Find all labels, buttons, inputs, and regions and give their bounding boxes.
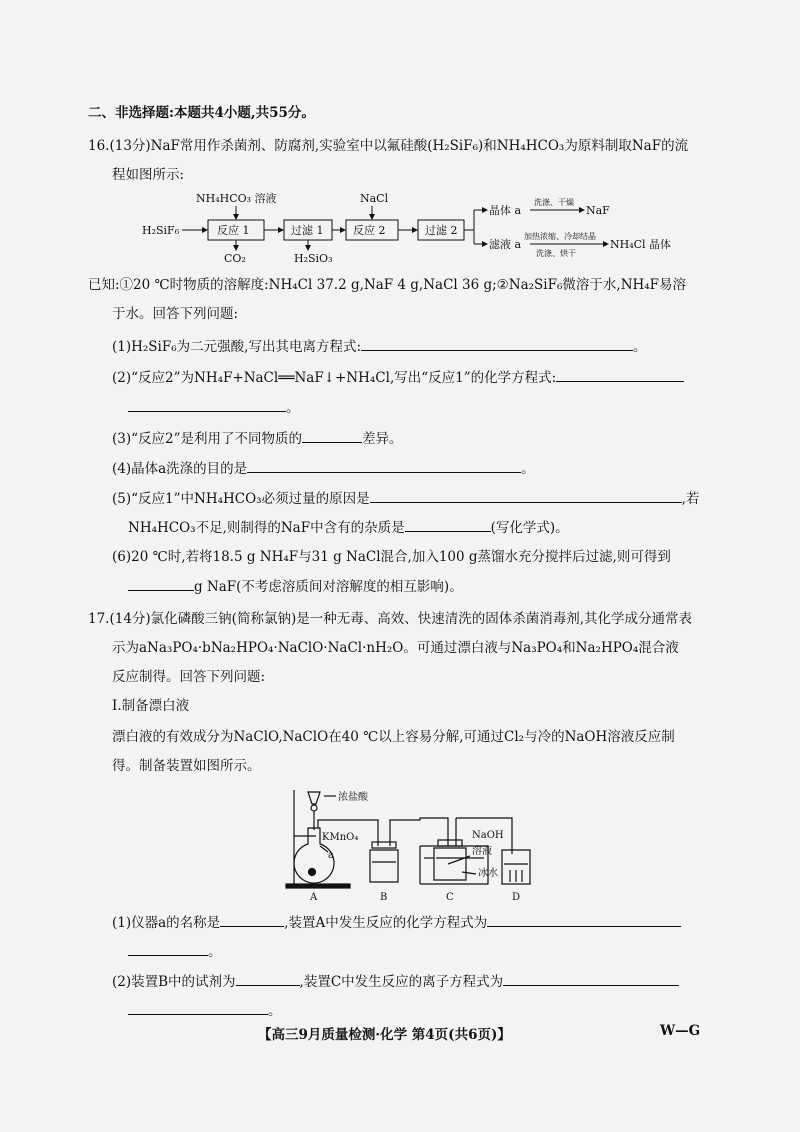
q17-intro-line1: 17.(14分)氯化磷酸三钠(简称氯钠)是一种无毒、高效、快速清洗的固体杀菌消毒剂,其化学成分通常表: [88, 611, 693, 627]
flow-reagent1: NH₄HCO₃ 溶液: [196, 192, 277, 205]
flow-crystal-product: NaF: [586, 204, 610, 217]
flow-out2: H₂SiO₃: [294, 252, 333, 265]
flow-crystal: 晶体 a: [489, 204, 522, 217]
q16-flow-chart: [140, 188, 700, 268]
flow-out1: CO₂: [224, 252, 246, 265]
q16-p5-answer-blank[interactable]: [370, 488, 682, 503]
q16-p5-text-end: (写化学式)。: [490, 520, 569, 536]
flow-filtrate-product: NH₄Cl 晶体: [610, 238, 672, 251]
q16-part5: [112, 488, 699, 509]
q16-p5-text2: NH₄HCO₃不足,则制得的NaF中含有的杂质是: [128, 520, 405, 536]
q17-p1-text-mid: ,装置A中发生反应的化学方程式为: [284, 915, 488, 931]
q17-p1-end: 。: [208, 944, 222, 960]
q16-p2-answer-blank[interactable]: [556, 367, 684, 382]
q17-part1-cont: [128, 941, 222, 962]
q17-p1-text: (1)仪器a的名称是: [112, 915, 221, 931]
flow-filtrate-step1: 加热浓缩、冷却结晶: [524, 232, 596, 241]
flow-box2-label: 过滤 1: [291, 224, 324, 237]
footer-page-info: 【高三9月质量检测·化学 第4页(共6页)】: [258, 1027, 511, 1043]
flow-crystal-step: 洗涤、干燥: [534, 198, 574, 207]
q17-part2: [112, 971, 679, 992]
q16-p3-answer-blank[interactable]: [302, 428, 362, 443]
q16-part4: [112, 458, 535, 479]
flow-start: H₂SiF₆: [142, 224, 180, 237]
flow-filtrate-step2: 洗涤、烘干: [536, 249, 576, 258]
q16-p4-text: (4)晶体a洗涤的目的是: [112, 461, 248, 477]
q16-intro-line2: 程如图所示:: [112, 167, 185, 183]
flow-box3-label: 反应 2: [353, 224, 386, 237]
label-naoh: NaOH: [472, 830, 504, 841]
q16-p4-end: 。: [521, 461, 535, 477]
q16-p2-text: (2)“反应2”为NH₄F+NaCl══NaF↓+NH₄Cl,写出“反应1”的化学方程式:: [112, 370, 557, 386]
q16-part6: (6)20 ℃时,若将18.5 g NH₄F与31 g NaCl混合,加入100 g蒸馏水充分搅拌后过滤,则可得到: [112, 549, 671, 565]
label-acid: 浓盐酸: [338, 792, 368, 803]
q17-text-line2: 得。制备装置如图所示。: [112, 758, 261, 774]
q16-part2-cont: [128, 397, 300, 418]
flow-reagent2: NaCl: [360, 192, 389, 205]
q17-p1-answer-blank2[interactable]: [487, 912, 681, 927]
q17-p2-answer-blank2[interactable]: [503, 971, 679, 986]
q17-intro-line3: 反应制得。回答下列问题:: [112, 669, 266, 685]
q17-apparatus-diagram: [280, 784, 550, 906]
q16-known-line2: 于水。回答下列问题:: [112, 306, 239, 322]
q16-p3-text: (3)“反应2”是利用了不同物质的: [112, 431, 303, 447]
q16-p5-answer-blank2[interactable]: [405, 517, 491, 532]
label-ice-water: 冰水: [478, 868, 498, 879]
q16-part6-cont: [128, 576, 463, 597]
q16-p1-text: (1)H₂SiF₆为二元强酸,写出其电离方程式:: [112, 339, 361, 355]
q16-part1: [112, 336, 647, 357]
q17-part1: [112, 912, 681, 933]
q16-p6-text-end: g NaF(不考虑溶质间对溶解度的相互影响)。: [194, 579, 463, 595]
label-a: a: [328, 850, 334, 861]
q16-known-line1: 已知:①20 ℃时物质的溶解度:NH₄Cl 37.2 g,NaF 4 g,NaCl 36 g;②Na₂SiF₆微溶于水,NH₄F易溶: [88, 277, 687, 293]
q17-part1-heading: Ⅰ.制备漂白液: [112, 698, 190, 714]
q16-intro-line1: 16.(13分)NaF常用作杀菌剂、防腐剂,实验室中以氟硅酸(H₂SiF₆)和NH₄HCO₃为原料制取NaF的流: [88, 138, 689, 154]
q16-part5-cont: [128, 517, 569, 538]
section-title: 二、非选择题:本题共4小题,共55分。: [88, 105, 315, 121]
label-kmno4: KMnO₄: [322, 832, 359, 843]
q16-p1-end: 。: [633, 339, 647, 355]
q17-p2-text: (2)装置B中的试剂为: [112, 974, 236, 990]
q16-p1-answer-blank[interactable]: [361, 336, 633, 351]
q17-p1-answer-blank[interactable]: [220, 912, 284, 927]
q16-p3-text-end: 差异。: [362, 431, 403, 447]
label-A: A: [310, 892, 318, 903]
flow-box4-label: 过滤 2: [425, 224, 458, 237]
label-solution: 溶液: [472, 846, 492, 857]
q17-part2-cont: [128, 1000, 282, 1021]
label-D: D: [512, 892, 521, 903]
q16-part2: [112, 367, 684, 388]
label-B: B: [380, 892, 388, 903]
q16-p2-answer-blank2[interactable]: [128, 397, 286, 412]
q16-part3: [112, 428, 403, 449]
q17-p1-answer-blank3[interactable]: [128, 941, 208, 956]
q17-p2-text-mid: ,装置C中发生反应的离子方程式为: [299, 974, 504, 990]
footer-code: W—G: [660, 1023, 701, 1039]
q16-p2-end: 。: [286, 400, 300, 416]
q16-p4-answer-blank[interactable]: [247, 458, 521, 473]
q17-p2-end: 。: [268, 1003, 282, 1019]
q17-intro-line2: 示为aNa₃PO₄·bNa₂HPO₄·NaClO·NaCl·nH₂O。可通过漂白液与Na₃PO₄和Na₂HPO₄混合液: [112, 640, 679, 656]
q16-p5-text-mid: ,若: [681, 491, 700, 507]
label-C: C: [446, 892, 454, 903]
q16-p6-answer-blank[interactable]: [128, 576, 194, 591]
q17-text-line1: 漂白液的有效成分为NaClO,NaClO在40 ℃以上容易分解,可通过Cl₂与冷的NaOH溶液反应制: [112, 729, 675, 745]
q17-p2-answer-blank3[interactable]: [128, 1000, 268, 1015]
q16-p5-text: (5)“反应1”中NH₄HCO₃必须过量的原因是: [112, 491, 370, 507]
q17-p2-answer-blank[interactable]: [236, 971, 300, 986]
flow-filtrate: 滤液 a: [489, 238, 522, 251]
flow-box1-label: 反应 1: [217, 224, 250, 237]
